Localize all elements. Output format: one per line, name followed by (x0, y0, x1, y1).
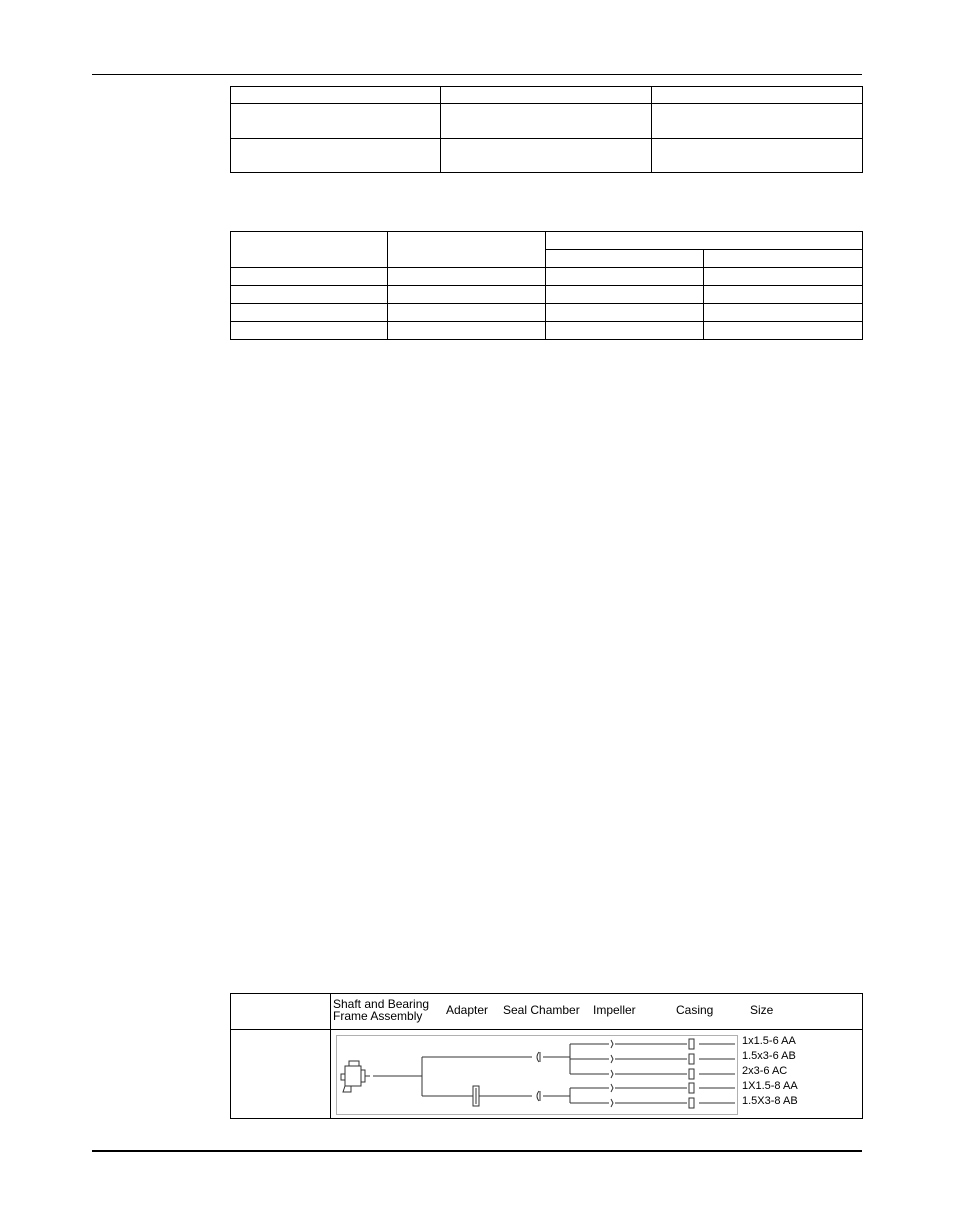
size-label: 1X1.5-8 AA (742, 1080, 798, 1092)
seal-chamber-icon (537, 1091, 539, 1101)
table-cell (546, 268, 704, 286)
table-row (231, 139, 863, 173)
table-cell (704, 322, 863, 340)
adapter-header: Adapter (446, 1003, 489, 1017)
table-cell (652, 104, 863, 139)
header-rule (92, 74, 862, 75)
size-header: Size (750, 1003, 774, 1017)
table-cell (231, 322, 388, 340)
table-header-row (231, 232, 863, 250)
impeller-icon (611, 1040, 613, 1107)
table-header-cell (704, 250, 863, 268)
table-cell (704, 304, 863, 322)
table-cell (231, 286, 388, 304)
component-headers (331, 994, 863, 1030)
table-row (231, 104, 863, 139)
table-row (231, 268, 863, 286)
diagram-frame (336, 1035, 738, 1115)
table-cell (388, 286, 546, 304)
interchangeability-table (230, 993, 863, 1119)
top-table (230, 86, 863, 173)
table-cell (704, 286, 863, 304)
table-header-cell (231, 232, 388, 268)
interchangeability-diagram (337, 1036, 737, 1114)
casing-icon (689, 1039, 694, 1108)
table-row (231, 322, 863, 340)
seal-chamber-icon (537, 1052, 539, 1062)
frame-assembly-header-line1: Shaft and Bearing (333, 997, 430, 1011)
table-header-cell (231, 994, 331, 1030)
table-header-row (231, 994, 863, 1030)
table-header-cell (546, 232, 863, 250)
frame-assembly-header-line2: Frame Assembly (333, 1009, 423, 1023)
bearing-frame-icon (341, 1061, 370, 1092)
table-cell (441, 87, 652, 104)
table-header-cell (388, 232, 546, 268)
footer-rule (92, 1150, 862, 1152)
table-cell (652, 87, 863, 104)
casing-header: Casing (676, 1003, 714, 1017)
adapter-icon (473, 1086, 479, 1106)
size-label: 2x3-6 AC (742, 1065, 788, 1077)
table-cell (231, 139, 441, 173)
seal-chamber-header: Seal Chamber (503, 1003, 580, 1017)
table-cell (441, 104, 652, 139)
size-label: 1.5x3-6 AB (742, 1050, 796, 1062)
table-row (231, 1030, 863, 1119)
table-cell (652, 139, 863, 173)
table-cell (441, 139, 652, 173)
table-cell (546, 322, 704, 340)
size-list (742, 1034, 798, 1109)
table-cell (546, 286, 704, 304)
table-cell (231, 87, 441, 104)
table-cell (231, 1030, 331, 1119)
table-cell (546, 304, 704, 322)
table-row (231, 87, 863, 104)
table-header-cell (546, 250, 704, 268)
size-label: 1x1.5-6 AA (742, 1035, 796, 1047)
table-row (231, 304, 863, 322)
table-row (231, 286, 863, 304)
middle-table (230, 231, 863, 340)
table-cell (388, 268, 546, 286)
impeller-header: Impeller (593, 1003, 636, 1017)
table-cell (704, 268, 863, 286)
table-cell (231, 304, 388, 322)
table-cell (388, 304, 546, 322)
table-cell (231, 268, 388, 286)
table-cell (231, 104, 441, 139)
size-label: 1.5X3-8 AB (742, 1095, 798, 1107)
diagram-cell (331, 1030, 863, 1119)
table-cell (388, 322, 546, 340)
